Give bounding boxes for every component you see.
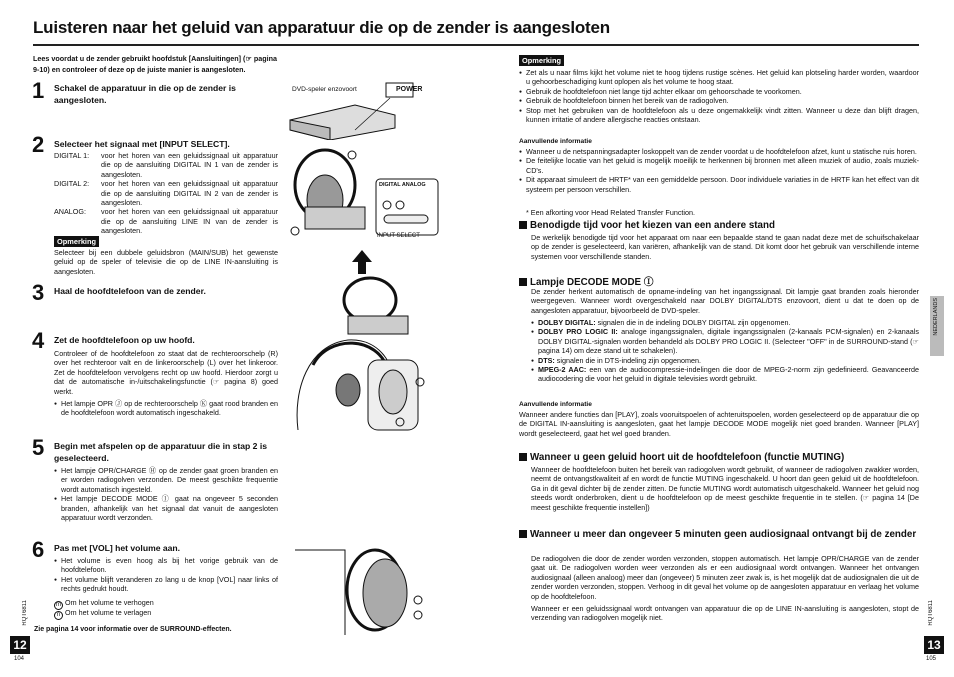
def-term: DIGITAL 2: (54, 179, 90, 189)
section-no-signal (519, 528, 919, 541)
section-marker-icon (519, 530, 527, 538)
step-5-bullets (54, 466, 278, 522)
doc-code-left: RQT6811 (22, 600, 28, 626)
list-item: ● Het lampje DECODE MODE Ⓘ gaat na ongeveer 5 seconden branden, afhankelijk van het signaal dat vanuit de aangesloten apparatuur wordt verzonden. (54, 494, 278, 522)
section-no-signal-body: De radiogolven die door de zender worden verzonden, stoppen automatisch. Het lampje OPR/CHARGE van de zender gaat uit. De radiogolven worden weer verzonden als er een audiosignaal wordt ontvangen. Wanneer het ontvangen audiosignaal (alleen analoog) meer dan (ongeveer) 5 minuten zeer zwak is, is het mogelijk dat de audiosignalen die uit de zender worden verzonden, stoppen. Verhoog in dit geval het volume op de aangesloten apparatuur en verlaag het volume op de hoofdtelefoon. (531, 554, 919, 601)
section-no-signal-body-2: Wanneer er een geluidssignaal wordt ontvangen van apparatuur die op de LINE IN-aansluiting is aangesloten, stopt de verzending van radiogolven mogelijk niet. (531, 604, 919, 623)
def-term: DIGITAL 1: (54, 151, 90, 160)
n-marker-icon: n (54, 611, 63, 620)
format-term: DOLBY DIGITAL: (538, 318, 596, 327)
section-marker-icon (519, 221, 527, 229)
def-desc: voor het horen van een geluidssignaal uit apparatuur die op de aansluiting LINE IN van de zender is aangesloten. (101, 207, 278, 236)
format-desc: signalen die in de indeling DOLBY DIGITAL zijn opgenomen. (597, 318, 791, 327)
list-item (531, 365, 919, 384)
format-desc: een van de audiocompressie-indelingen die door de MPEG-2-norm zijn gedefinieerd. Geavanceerde audiocodering die voor het geluid in digitale televisies wordt gebruikt. (538, 365, 919, 384)
step-3-heading: Haal de hoofdtelefoon van de zender. (54, 286, 206, 296)
input-select-label: INPUT SELECT (377, 233, 420, 239)
list-item: ● Wanneer u de netspanningsadapter loskoppelt van de zender voordat u de hoofdtelefoon afzet, kunt u statische ruis horen. (519, 147, 919, 156)
section-decode-mode-body: De zender herkent automatisch de opname-indeling van het ingangssignaal. Dit lampje gaat branden zoals hieronder weergegeven. Wanneer wordt overgeschakeld naar DOLBY DIGITAL/DTS enzovoort, dient u dat te doen op de aangesloten apparatuur, bijvoorbeeld de DVD-speler. (531, 287, 919, 315)
def-desc: voor het horen van een geluidssignaal uit apparatuur die op de aansluiting DIGITAL IN 2 van de zender is aangesloten. (101, 179, 278, 208)
dvd-label: DVD-speler enzovoort (292, 86, 357, 93)
note-badge-right: Opmerking (519, 55, 564, 66)
list-item: ● Stop met het gebruiken van de hoofdtelefoon als u deze ongemakkelijk vindt zitten. Wanneer u deze dan blijft dragen, kunnen irritatie of andere allergische reacties ontstaan. (519, 106, 919, 125)
def-term: ANALOG: (54, 207, 86, 217)
step-1-heading: Schakel de apparatuur in die op de zender is aangesloten. (54, 83, 236, 105)
volume-down-text: Om het volume te verlagen (65, 608, 152, 617)
step-2-number: 2 (32, 132, 45, 157)
additional-info-2-body: Wanneer andere functies dan [PLAY], zoals vooruitspoelen of achteruitspoelen, worden geselecteerd op de apparatuur die op de DIGITAL IN-aansluiting is aangesloten, gaat het lampje DECODE MODE mogelijk niet goed branden. Wanneer [PLAY] wordt geselecteerd, gaat het wel goed branden. (519, 410, 919, 438)
list-item: ● Het lampje OPR Ⓙ op de rechteroorschelp Ⓚ gaat rood branden en de hoofdtelefoon wordt automatisch ingeschakeld. (54, 399, 278, 418)
list-item: ● De feitelijke locatie van het geluid is mogelijk moeilijk te herkennen bij bronnen met alleen muziek of audio, zoals muziek-CD's. (519, 156, 919, 175)
section-muting (519, 452, 919, 463)
format-term: DOLBY PRO LOGIC II: (538, 327, 618, 337)
list-item: ● Gebruik de hoofdtelefoon niet lange tijd achter elkaar om gehoorschade te voorkomen. (519, 87, 919, 96)
step-2-note: Selecteer bij een dubbele geluidsbron (MAIN/SUB) het gewenste geluid op de speler of televisie die op de LINE IN-aansluiting is aangesloten. (54, 248, 278, 276)
list-item: ● Het lampje OPR/CHARGE Ⓗ op de zender gaat groen branden en er worden radiogolven verzonden. De meest geschikte frequentie wordt automatisch ingesteld. (54, 466, 278, 494)
hrtf-footnote: * Een afkorting voor Head Related Transfer Function. (526, 208, 695, 217)
step-6-bullets (54, 556, 278, 594)
volume-control-illustration (290, 545, 430, 635)
list-item: ● Zet als u naar films kijkt het volume niet te hoog tijdens rustige scènes. Het geluid kan plotseling harder worden, waardoor u gehoorbeschadiging kunt oplopen als het volume te hoog staat. (519, 68, 919, 87)
section-mode-time (519, 220, 919, 231)
note-badge: Opmerking (54, 236, 99, 247)
footer-note: Zie pagina 14 voor informatie over de SURROUND-effecten. (34, 626, 232, 633)
warning-list (519, 68, 919, 124)
section-muting-title: Wanneer u geen geluid hoort uit de hoofdtelefoon (functie MUTING) (530, 452, 845, 463)
format-desc: signalen die in DTS-indeling zijn opgenomen. (556, 355, 702, 365)
power-button-label: POWER (396, 86, 423, 93)
section-muting-body: Wanneer de hoofdtelefoon buiten het bereik van radiogolven wordt gebruikt, of wanneer de radiogolven zwakker worden, neemt de ontvangstkwaliteit af en wordt de functie MUTING ingeschakeld. U hoort dan geen geluid uit de hoofdtelefoon. Ga in dit geval dichter bij de zender zitten. De functie MUTING wordt automatisch uitgeschakeld. Wanneer het geluid nog steeds wordt onderbroken, dient u de hoofdtelefoon op de meest geschikte frequentie in te stellen. (☞ pagina 14 [De meest geschikte frequentie instellen]) (531, 465, 919, 512)
page-title: Luisteren naar het geluid van apparatuur die op de zender is aangesloten (33, 18, 610, 37)
additional-info-heading: Aanvullende informatie (519, 138, 592, 145)
step-4-bullets (54, 399, 278, 418)
step-5-heading: Begin met afspelen op de apparatuur die in stap 2 is geselecteerd. (54, 441, 267, 463)
list-item: ● Het volume is even hoog als bij het vorige gebruik van de hoofdtelefoon. (54, 556, 278, 575)
section-mode-time-title: Benodigde tijd voor het kiezen van een andere stand (530, 220, 775, 231)
list-item (531, 318, 919, 327)
additional-info-list (519, 147, 919, 194)
section-mode-time-body: De werkelijk benodigde tijd voor het apparaat om naar een bepaalde stand te gaan nadat deze met de schuifschakelaar op de zender is geselecteerd, kan variëren, afhankelijk van de stand. Dit komt door het gebruik van verschillende interne systemen voor verschillende standen. (531, 233, 919, 261)
language-tab-label: NEDERLANDS (933, 298, 939, 336)
transmitter-headphones-illustration (290, 145, 440, 245)
step-6-heading: Pas met [VOL] het volume aan. (54, 543, 181, 553)
lift-headphones-illustration (340, 250, 420, 340)
section-decode-mode (519, 274, 919, 288)
format-desc: analoge ingangssignalen, digitale ingangssignalen (2-kanaals PCM-signalen) en 2-kanaals DOLBY DIGITAL-signalen worden behandeld als DOLBY PRO LOGIC II. (Selecteer "OFF" in de SURROUND-stand (☞ pagina 14) om deze stand uit te schakelen). (538, 327, 919, 356)
list-item: ● Gebruik de hoofdtelefoon binnen het bereik van de radiogolven. (519, 96, 919, 105)
intro-text: Lees voordat u de zender gebruikt hoofdstuk [Aansluitingen] (☞ pagina 9-10) en controleer of deze op de juiste manier is aangesloten. (33, 54, 278, 74)
page-index-right: 105 (926, 656, 937, 662)
step-4-heading: Zet de hoofdtelefoon op uw hoofd. (54, 335, 195, 345)
decode-format-list (531, 318, 919, 384)
section-marker-icon (519, 278, 527, 286)
step-4-body: Controleer of de hoofdtelefoon zo staat dat de rechteroorschelp (R) over het rechteroor valt en de linkeroorschelp (L) over het linkeroor. Zet de hoofdtelefoon vervolgens recht op uw hoofd. Hierdoor zorgt u dat de automatische in-/uitschakelingsfunctie (☞ pagina 8) goed werkt. (54, 349, 278, 396)
list-item: ● Dit apparaat simuleert de HRTF* van een gemiddelde persoon. Door individuele variaties in de HRTF kan het effect van dit systeem per persoon verschillen. (519, 175, 919, 194)
title-rule (33, 44, 919, 46)
m-marker-icon: m (56, 602, 61, 608)
step-6-number: 6 (32, 537, 45, 562)
section-marker-icon (519, 453, 527, 461)
volume-up-text: Om het volume te verhogen (65, 598, 154, 607)
section-decode-mode-title: Lampje DECODE MODE Ⓘ (530, 277, 654, 288)
digital-analog-label: DIGITAL ANALOG (379, 182, 426, 188)
step-2-heading: Selecteer het signaal met [INPUT SELECT]. (54, 139, 230, 149)
list-item (531, 327, 919, 355)
page-number-right: 13 (924, 636, 944, 654)
page-number-left: 12 (10, 636, 30, 654)
format-term: MPEG-2 AAC: (538, 365, 587, 375)
step-4-number: 4 (32, 328, 45, 353)
def-desc: voor het horen van een geluidssignaal uit apparatuur die op de aansluiting DIGITAL IN 1 van de zender is aangesloten. (101, 151, 278, 179)
additional-info-heading-2: Aanvullende informatie (519, 401, 592, 408)
volume-down-line (54, 608, 278, 620)
list-item (531, 356, 919, 365)
step-5-number: 5 (32, 435, 45, 460)
format-term: DTS: (538, 355, 555, 365)
input-definitions (54, 151, 278, 236)
step-1-number: 1 (32, 78, 45, 103)
head-with-headphones-illustration (288, 330, 428, 435)
doc-code-right: RQT6811 (928, 600, 934, 626)
list-item: ● Het volume blijft veranderen zo lang u de knop [VOL] naar links of rechts gedrukt houdt. (54, 575, 278, 594)
section-no-signal-title: Wanneer u meer dan ongeveer 5 minuten geen audiosignaal ontvangt bij de zender (530, 529, 917, 540)
page-index-left: 104 (14, 656, 25, 662)
step-3-number: 3 (32, 280, 45, 305)
